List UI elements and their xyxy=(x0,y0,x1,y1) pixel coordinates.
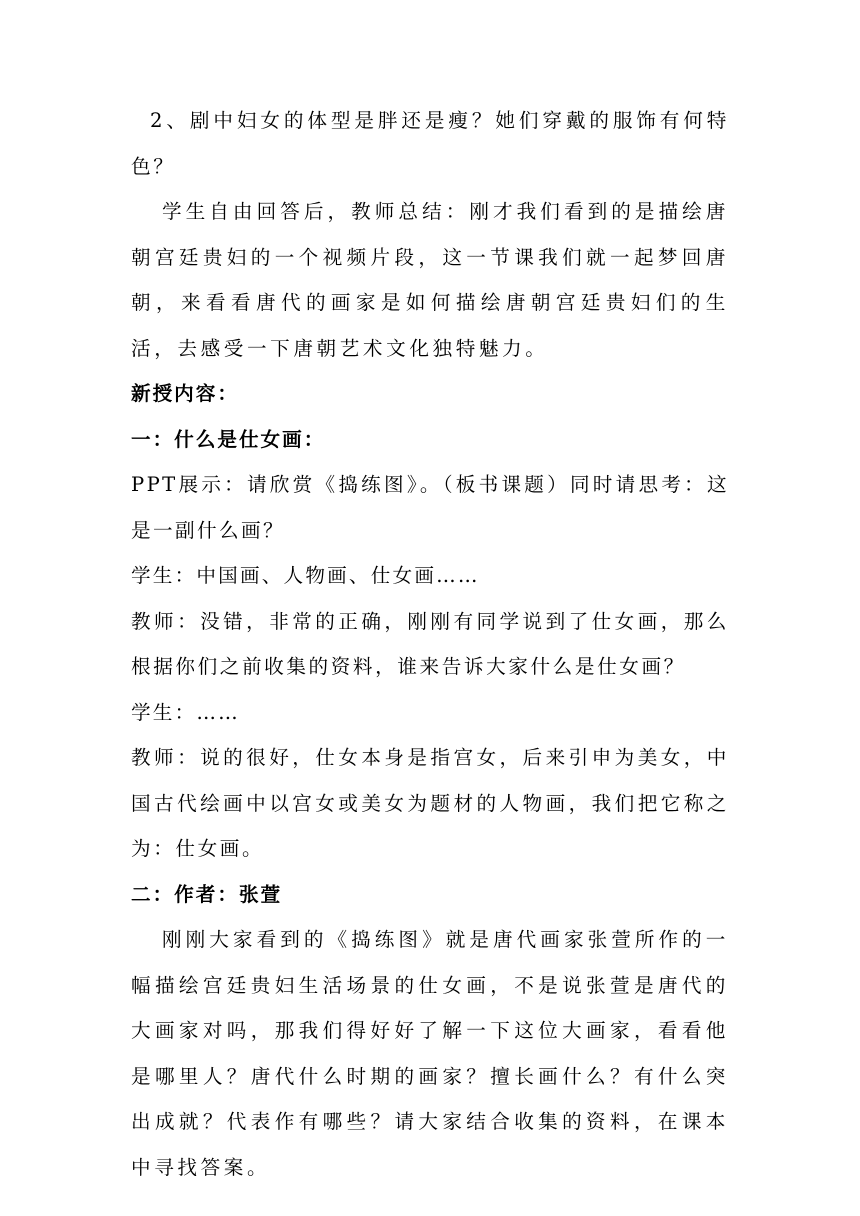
student-answer-2: 学生：…… xyxy=(131,700,240,724)
section-2-heading: 二：作者：张萱 xyxy=(131,882,283,906)
document-page xyxy=(131,98,729,1190)
section-1-heading: 一：什么是仕女画： xyxy=(131,427,326,451)
author-paragraph: 刚刚大家看到的《捣练图》就是唐代画家张萱所作的一幅描绘宫廷贵妇生活场景的仕女画，不是说张萱是唐代的大画家对吗，那我们得好好了解一下这位大画家，看看他是哪里人？唐代什么时期的画家？擅长画什么？有什么突出成就？代表作有哪些？请大家结合收集的资料，在课本中寻找答案。 xyxy=(131,928,729,1179)
teacher-response-1: 教师：没错，非常的正确，刚刚有同学说到了仕女画，那么根据你们之前收集的资料，谁来告诉大家什么是仕女画？ xyxy=(131,609,729,678)
teacher-response-2: 教师：说的很好，仕女本身是指宫女，后来引申为美女，中国古代绘画中以宫女或美女为题材的人物画，我们把它称之为：仕女画。 xyxy=(131,746,729,860)
ppt-instruction: PPT展示：请欣赏《捣练图》。（板书课题）同时请思考：这是一副什么画？ xyxy=(131,473,729,542)
new-content-heading: 新授内容： xyxy=(131,382,239,405)
student-answer-1: 学生：中国画、人物画、仕女画…… xyxy=(131,564,480,587)
teacher-summary: 学生自由回答后，教师总结：刚才我们看到的是描绘唐朝宫廷贵妇的一个视频片段，这一节课我们就一起梦回唐朝，来看看唐代的画家是如何描绘唐朝宫廷贵妇们的生活，去感受一下唐朝艺术文化独特魅力。 xyxy=(131,200,729,360)
question-2: 2、剧中妇女的体型是胖还是瘦？她们穿戴的服饰有何特色？ xyxy=(131,109,729,178)
